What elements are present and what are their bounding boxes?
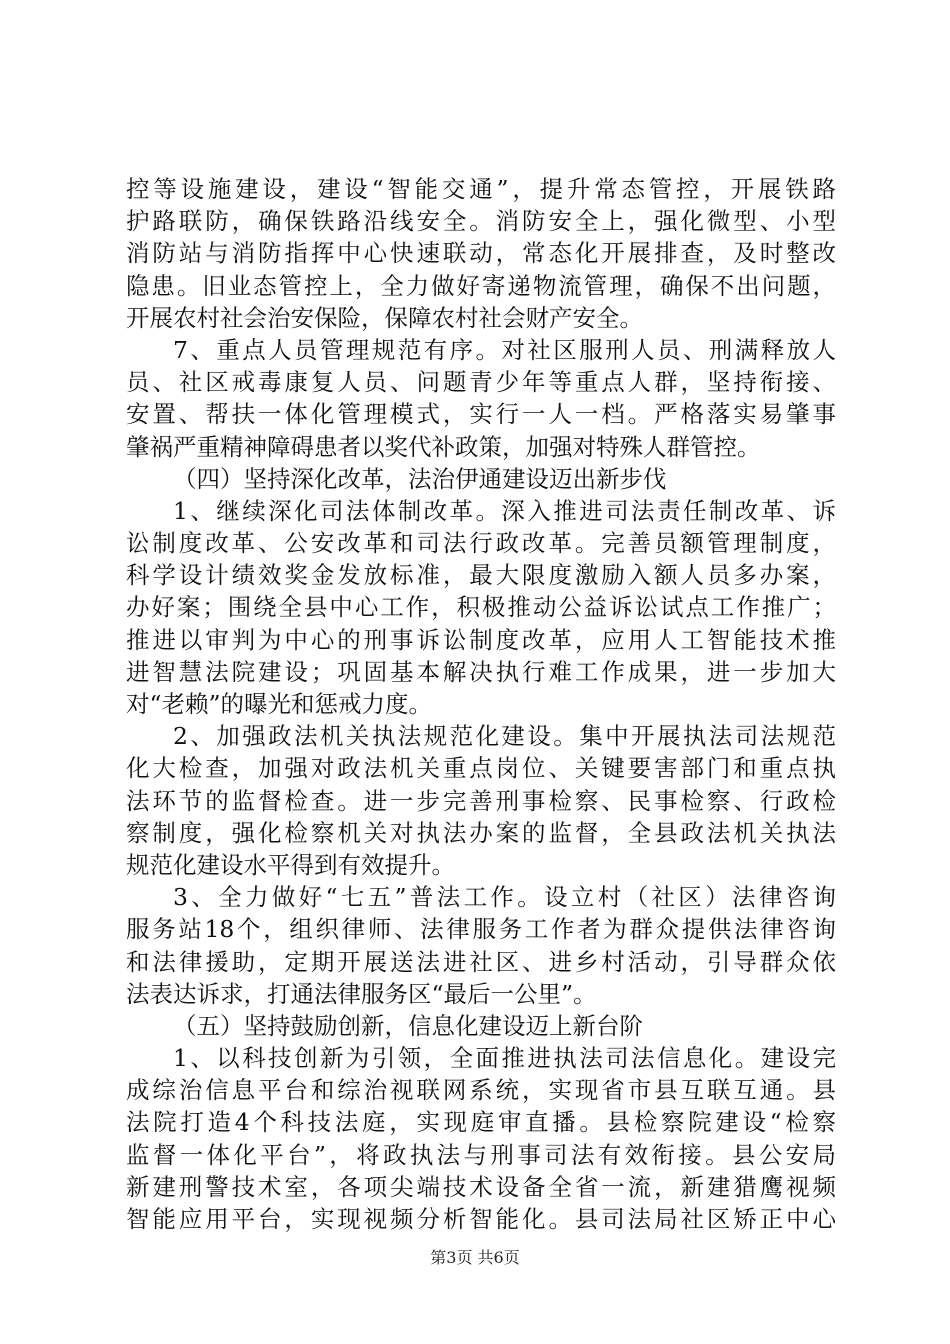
text-line: 控等设施建设，建设“智能交通”，提升常态管控，开展铁路 [126, 175, 836, 203]
text-line: 规范化建设水平得到有效提升。 [126, 850, 455, 879]
text-line: 护路联防，确保铁路沿线安全。消防安全上，强化微型、小型 [126, 207, 836, 236]
text-line: 推进以审判为中心的刑事诉讼制度改革，应用人工智能技术推 [126, 625, 836, 654]
text-line: 新建刑警技术室，各项尖端技术设备全省一流，新建猎鹰视频 [126, 1172, 836, 1201]
section-heading: （四）坚持深化改革，法治伊通建设迈出新步伐 [173, 464, 667, 493]
text-line: 察制度，强化检察机关对执法办案的监督，全县政法机关执法 [126, 818, 836, 847]
page-footer: 第3页 共6页 [430, 1248, 520, 1267]
text-line: 办好案；围绕全县中心工作，积极推动公益诉讼试点工作推广； [126, 593, 836, 622]
body-text [126, 173, 836, 1235]
text-line: 讼制度改革、公安改革和司法行政改革。完善员额管理制度， [126, 529, 836, 558]
text-line: 法院打造4个科技法庭，实现庭审直播。县检察院建设“检察 [126, 1108, 836, 1137]
text-line: 安置、帮扶一体化管理模式，实行一人一档。严格落实易肇事 [126, 400, 836, 429]
text-line: 和法律援助，定期开展送法进社区、进乡村活动，引导群众依 [126, 947, 836, 976]
text-line: 智能应用平台，实现视频分析智能化。县司法局社区矫正中心 [126, 1205, 836, 1233]
text-line: 隐患。旧业态管控上，全力做好寄递物流管理，确保不出问题， [126, 271, 836, 300]
text-line: 服务站18个，组织律师、法律服务工作者为群众提供法律咨询 [126, 915, 836, 944]
text-line: 监督一体化平台”，将政执法与刑事司法有效衔接。县公安局 [126, 1140, 836, 1169]
text-line: 1、继续深化司法体制改革。深入推进司法责任制改革、诉 [173, 496, 836, 525]
text-line: 成综治信息平台和综治视联网系统，实现省市县互联互通。县 [126, 1076, 836, 1105]
text-line: 进智慧法院建设；巩固基本解决执行难工作成果，进一步加大 [126, 657, 836, 686]
text-line: 法表达诉求，打通法律服务区“最后一公里”。 [126, 979, 597, 1008]
text-line: 科学设计绩效奖金发放标准，最大限度激励入额人员多办案， [126, 561, 836, 590]
text-line: 化大检查，加强对政法机关重点岗位、关键要害部门和重点执 [126, 754, 836, 783]
text-line: 法环节的监督检查。进一步完善刑事检察、民事检察、行政检 [126, 786, 836, 815]
text-line: 2、加强政法机关执法规范化建设。集中开展执法司法规范 [173, 722, 836, 751]
text-line: 3、全力做好“七五”普法工作。设立村（社区）法律咨询 [173, 883, 836, 912]
text-line: 对“老赖”的曝光和惩戒力度。 [126, 690, 433, 718]
text-line: 7、重点人员管理规范有序。对社区服刑人员、刑满释放人 [173, 335, 836, 364]
text-line: 员、社区戒毒康复人员、问题青少年等重点人群，坚持衔接、 [126, 368, 836, 397]
text-line: 开展农村社会治安保险，保障农村社会财产安全。 [126, 303, 643, 332]
text-line: 肇祸严重精神障碍患者以奖代补政策，加强对特殊人群管控。 [126, 432, 761, 461]
section-heading: （五）坚持鼓励创新，信息化建设迈上新台阶 [173, 1011, 643, 1040]
text-line: 消防站与消防指挥中心快速联动，常态化开展排查，及时整改 [126, 239, 836, 268]
text-line: 1、以科技创新为引领，全面推进执法司法信息化。建设完 [173, 1044, 836, 1073]
